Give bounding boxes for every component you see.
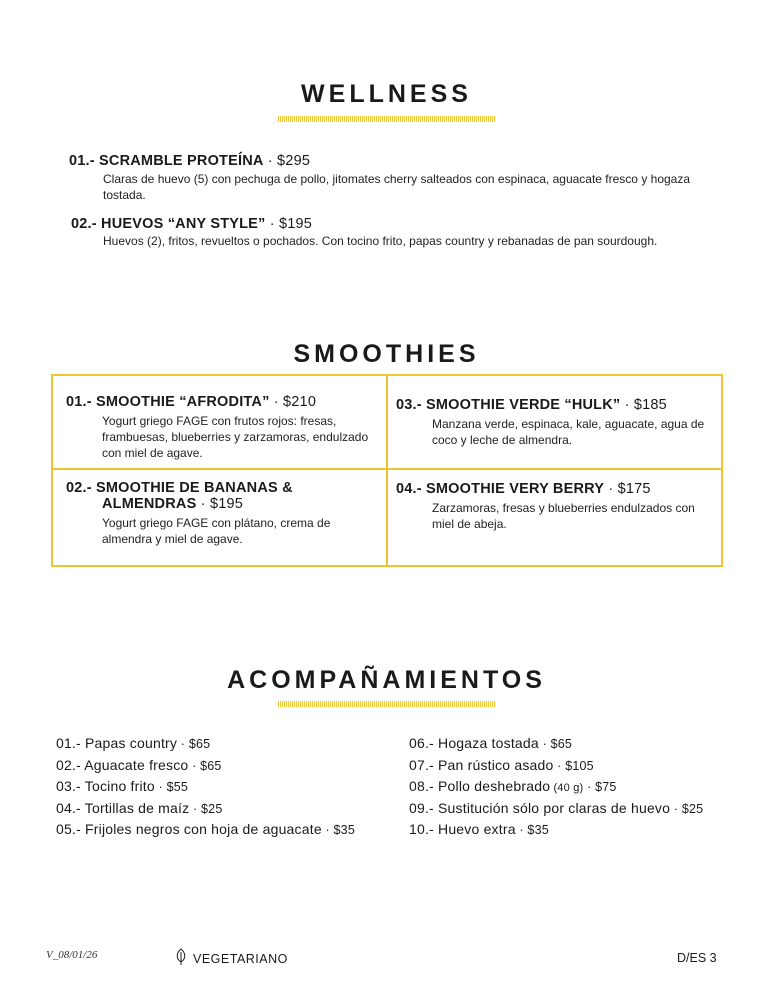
list-item: 08.- Pollo deshebrado (40 g) · $75 bbox=[409, 778, 617, 794]
item-name: SMOOTHIE DE BANANAS & bbox=[96, 480, 293, 496]
smoothies-title: SMOOTHIES bbox=[293, 340, 480, 368]
item-name: HUEVOS “ANY STYLE” bbox=[101, 216, 266, 232]
list-item: 09.- Sustitución sólo por claras de huevo · $25 bbox=[409, 799, 704, 816]
item-name: SCRAMBLE PROTEÍNA bbox=[99, 153, 264, 169]
sides-divider bbox=[278, 701, 496, 707]
vegetarian-label: VEGETARIANO bbox=[193, 951, 288, 966]
list-item: 02.- Aguacate fresco · $65 bbox=[56, 756, 222, 773]
grid-divider-horizontal bbox=[51, 468, 723, 470]
grid-divider-vertical bbox=[386, 374, 388, 567]
list-item: 01.- Papas country · $65 bbox=[56, 735, 211, 751]
item-description: Claras de huevo (5) con pechuga de pollo, jitomates cherry salteados con espinaca, aguacate fresco y hogaza tostada. bbox=[103, 172, 691, 202]
sides-list-right bbox=[409, 733, 703, 841]
page-number: D/ES 3 bbox=[677, 951, 717, 965]
vegetarian-legend bbox=[175, 948, 288, 969]
item-description: Huevos (2), fritos, revueltos o pochados. Con tocino frito, papas country y rebanadas de pan sourdough. bbox=[103, 234, 658, 248]
list-item: 07.- Pan rústico asado · $105 bbox=[409, 756, 594, 773]
menu-item-smoothie-very-berry: 04.- SMOOTHIE VERY BERRY · $175 Zarzamoras, fresas y blueberries endulzados con miel de abeja. bbox=[396, 481, 716, 532]
wellness-title: WELLNESS bbox=[301, 80, 472, 108]
item-price: $210 bbox=[283, 394, 317, 410]
menu-item-smoothie-verde-hulk: 03.- SMOOTHIE VERDE “HULK” · $185 Manzana verde, espinaca, kale, aguacate, agua de coco y leche de almendra. bbox=[396, 397, 716, 448]
item-name: SMOOTHIE “AFRODITA” bbox=[96, 394, 270, 410]
item-description: Yogurt griego FAGE con plátano, crema de almendra y miel de agave. bbox=[102, 516, 331, 546]
list-item: 10.- Huevo extra · $35 bbox=[409, 821, 549, 837]
item-name: SMOOTHIE VERY BERRY bbox=[426, 481, 605, 497]
item-name: SMOOTHIE VERDE “HULK” bbox=[426, 397, 621, 413]
item-price: $295 bbox=[277, 153, 311, 169]
item-price: $185 bbox=[633, 397, 667, 413]
menu-item-scramble-proteina: 01.- SCRAMBLE PROTEÍNA · $295 Claras de huevo (5) con pechuga de pollo, jitomates cherry salteados con espinaca, aguacate fresco y hogaza tostada. bbox=[69, 153, 709, 203]
list-item: 06.- Hogaza tostada · $65 bbox=[409, 735, 573, 751]
menu-item-smoothie-bananas-almendras: 02.- SMOOTHIE DE BANANAS & ALMENDRAS · $195 Yogurt griego FAGE con plátano, crema de almendra y miel de agave. bbox=[66, 480, 376, 547]
item-price: $195 bbox=[279, 216, 313, 232]
menu-item-huevos-any-style: 02.- HUEVOS “ANY STYLE” · $195 Huevos (2), fritos, revueltos o pochados. Con tocino frito, papas country y rebanadas de pan sourdough. bbox=[71, 216, 731, 249]
wellness-divider bbox=[278, 116, 496, 122]
item-description: Yogurt griego FAGE con frutos rojos: fresas, frambuesas, blueberries y zarzamoras, endulzado con miel de agave. bbox=[102, 414, 369, 460]
item-price: $195 bbox=[209, 496, 243, 512]
item-name-cont: ALMENDRAS bbox=[102, 496, 197, 512]
menu-item-smoothie-afrodita: 01.- SMOOTHIE “AFRODITA” · $210 Yogurt griego FAGE con frutos rojos: fresas, frambuesas, blueberries y zarzamoras, endulzado con miel de agave. bbox=[66, 394, 376, 461]
item-description: Manzana verde, espinaca, kale, aguacate, agua de coco y leche de almendra. bbox=[432, 417, 705, 447]
item-description: Zarzamoras, fresas y blueberries endulzados con miel de abeja. bbox=[432, 501, 695, 531]
list-item: 03.- Tocino frito · $55 bbox=[56, 778, 189, 794]
list-item: 04.- Tortillas de maíz · $25 bbox=[56, 799, 223, 816]
leaf-icon bbox=[175, 948, 187, 969]
version-label: V_08/01/26 bbox=[46, 949, 98, 961]
sides-title: ACOMPAÑAMIENTOS bbox=[227, 666, 546, 694]
item-price: $175 bbox=[617, 481, 651, 497]
sides-list-left bbox=[56, 733, 355, 841]
list-item: 05.- Frijoles negros con hoja de aguacate · $35 bbox=[56, 821, 355, 837]
